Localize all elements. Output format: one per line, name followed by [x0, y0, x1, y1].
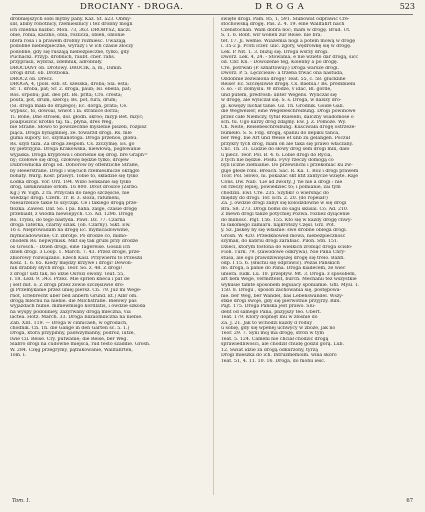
- text-line: art bem Wege, vermittelst, burch. Mechanii tez wszystkie: [221, 277, 357, 283]
- text-line: i. 35-2 p. Pcsti iczer. ulic. zgory, wędrówkę się w drogę.: [221, 44, 352, 50]
- text-line: die Wegweiser, eine Wegebeschreibung. Drogi powinowe: [221, 109, 356, 115]
- text-line: Sr. 1. droba, pat; Sr. 2. droga, paub; Isl. ebella, pat;: [10, 87, 132, 93]
- text-line: święte drogi. Pam. 85, 1, 591. Ślubowat odprawić Cre-: [221, 17, 350, 22]
- text-line: wyjaśka. Droga kryptowa i oborienie się drog. bre Graph=: [10, 152, 148, 158]
- text-line: z drogi! usti tak, bo idzie Ośrozi owony. Teat. 55,: [10, 271, 125, 277]
- text-line: stusa, ale ógo prawdziwiejszej drogę się trelo. Bahfl.: [221, 255, 345, 261]
- text-line: podobne niebezpieczne, wyrazy i w ich czasie złoczy: [10, 44, 134, 50]
- text-line: Teat. 51, 4. 11. 10. 16. Droga, do mohu iesc.: [221, 358, 326, 364]
- text-line: pouta, pot, drum, szeroji; Bs. pot, fura, drum;: [10, 98, 118, 104]
- text-line: Drogi mieszka do ich. Intruzmemoim. wina skoro: [221, 353, 337, 359]
- text-line: dzień drogi. 3 Loop. 1. March. 7. 43. Przez droge, prze-: [10, 250, 141, 256]
- text-line: do. droga, a panie do Pana. Droga kiadecem, że wiec: [221, 266, 346, 272]
- text-line: przebiadł, z wiodła niewiejiych. Co. Ad. 1296. Drogę: [10, 212, 134, 218]
- text-line: od. Cbr. Kn. - Dowożenie teg, Kolenny a po drogę.: [221, 60, 339, 66]
- text-line: bumeiło. S. S. Fdg. drogą, spaniu do depiku tanca,: [221, 130, 340, 136]
- text-line: Teat. 5. 124. Cameni nie chciał chodzić drogą: [221, 336, 329, 342]
- text-line: Fioh. Turk. 79. (zawodowe odkrywa). Nie Pana Chry-: [221, 250, 346, 256]
- text-line: Łodka drogi. Vor. Orz. 194. Wibo Senkanie się tylko: [10, 179, 132, 185]
- text-line: Teat. 179. Który dopnięt mu w złośnie do: [221, 315, 318, 321]
- text-line: Drogi drut. ob. Drótbóka.: [10, 71, 70, 77]
- text-line: ubiera. Iudk. Lu. 10. przepływ. Mt. 3. Droga. z sposóbem,: [221, 271, 357, 277]
- text-line: Pajt. 175. Droga Pańska jest prawo. Slu-: [221, 304, 316, 310]
- left-column: [10, 17, 203, 495]
- text-line: podobne, gdy się ruszają niebezpieczne, tylko, gdy: [10, 49, 130, 55]
- text-line: odp. I 15. 6. (słuchu się odprawić). Pezas Pańskich: [221, 260, 340, 266]
- text-line: wiedząc drogi. Czerk. Tr. B. 3. śloza, rafumeni,: [10, 195, 121, 201]
- text-line: bohaty. Warg. Kosr. prawyt. Tobie to, składzie się tylko: [10, 174, 139, 180]
- volume-label: Tom. I.: [12, 498, 31, 504]
- text-line: dent od samego Pana, pnzyjszy teo. Ubert.: [221, 309, 322, 315]
- text-line: Slabro drogi na cudowne miejsca, rud testo szaddie. Grosh.: [10, 342, 151, 348]
- text-line: W. 284. Częg przegrymy, pątnikowanie, Wallfahrten,: [10, 347, 133, 353]
- text-line: Tl. Bohe, Dhe stroiek, dol. głódn. skroó; mzyp Bet. mzyc;: [10, 114, 144, 120]
- text-line: stochowską drogę. Pas. Ż. 4. 19. eine Wallfahrt nach: [221, 22, 345, 28]
- text-line: stkie drogi swoje, gdy się pierwotnie przyjrzy. Bibl.: [221, 298, 341, 304]
- text-line: piąca. Droga bynajmniej. ze. towarzd drogi. Rs. mle: [10, 130, 132, 136]
- text-line: gi. kowęży luchał tanie. Gz. Th. Grodnik. Goide Gall.: [221, 103, 345, 109]
- text-line: u sobię, gdy się wpenej uchwycy w zboże, jak no: [221, 326, 336, 332]
- text-line: do milnośc. Pajt. 156. 155. Kto się w kazdy drogę chwy-: [221, 217, 353, 223]
- text-line: DROCIANY ob. Drotowy. DROCIK, a, m., Dimin.: [10, 65, 123, 71]
- text-line: szymak, do kabriu drogi zarabiać. Piloh. Stłi. 151.: [221, 239, 339, 245]
- text-line: Dworz. P. 5. Lęczcieaw: a trzeba trwać ona nastuda,: [221, 71, 344, 77]
- text-line: o. so. - ir. domyslu. W drodze, v idac, Bl. gorde,: [221, 87, 332, 93]
- text-line: tet. 17. Ji. wełnie. Wiażemia nogi a potem mową w drogę: [221, 38, 355, 44]
- text-line: Dworz. Lek. 4, 24. - Stowania, e nie wzieto dar drogą, sicć: [221, 54, 359, 60]
- text-line: sprawiedliwości, ale chodził chudę godzil gorą. Lub.: [221, 342, 345, 348]
- right-column: [221, 17, 415, 495]
- text-line: obie, robia, kaczko, obla, rozlicza, oblen, oblonie: [10, 33, 125, 39]
- text-line: j selt mit. ó. Z drogi przez zowie szczęśliwie dro-: [10, 282, 125, 288]
- text-line: przykry tych drog, mam on ale taka się prawo właczany.: [221, 141, 354, 147]
- text-line: wykusie tamte sposobem leguiacy sponiamie. Gfll. Myśl. 1.: [221, 282, 360, 288]
- text-line: sch. tu. Ugo karzy dróg żdajmy. Ew. J. Z. Pomoże. Wy.: [221, 120, 347, 126]
- text-line: Za. J. 21. Jak to wchodzi każdy d roduy: [221, 320, 313, 326]
- text-line: lactea. Hotz. March. 33. Droga bliżaomiliczna na niebie.: [10, 315, 143, 321]
- text-line: od rzeczy lepiej, powiedzieć to; i pomianie, zai tym: [221, 185, 341, 191]
- text-line: między do drogi. Tor. Ech. 2. 20. (do ropeiał!): [221, 195, 328, 201]
- text-line: guma supory. Ec. szymanotoga. Droga przenos, globu.: [10, 136, 138, 142]
- text-line: ta łakomego zamiaru. najkrótszy Częśl. Grz. Pot.: [221, 223, 336, 229]
- text-line: by pietrzyjna. Droga Krakowska, niewłową, pogłowanie: [10, 147, 141, 153]
- text-line: Ozdobnie zezwalona drogę! Teat. 55, c. 58. glücklihe: [221, 76, 346, 82]
- text-line: Cre, potrwałi (P. szhaftowuy.) Droga warsze drogi.: [221, 65, 340, 71]
- text-line: by Heeerstraße. Drogi i więcuch rzemieślnicze okrągło: [10, 168, 140, 174]
- text-line: Bra. S8. 273. Drogi boms do sagu skusal. Co. Ad. 210.: [221, 206, 349, 212]
- text-line: Grośh. W. 420. Przedknowed mowa, niebezpieczność: [221, 233, 346, 239]
- text-line: tłożka. Zawed. Daf. So. I pa. haha. zalge, czasie drogę: [10, 206, 138, 212]
- text-line: litera rosa i a prawem drobny rozmieść. Uważają: [10, 38, 126, 44]
- text-line: Ros. orpobu; pat. deo ptt. Bs. prlta; Cro. cresta;: [10, 92, 123, 98]
- text-line: bie Straße. Słowo to powszechne myślenie piszeli, rozpisz: [10, 125, 147, 131]
- text-line: DROCZ ob. Drecz.: [10, 76, 54, 82]
- text-line: drog, usłukiwanie orłom. 16 800. Droit droślce (Zsrbo.: [10, 185, 139, 191]
- text-line: chodnik. Cn. Th. die Gänge in den Gärten sc. 5. 1.): [10, 326, 130, 332]
- text-line: Dżieci, którym fostona do wielkich zrobiąc droga ścisło-: [221, 244, 353, 250]
- header-left-title: DROCIANY - DROGA.: [80, 2, 184, 12]
- text-line: z tych nie będzie. Posłu. Fyvy rzeczy domogą co: [221, 157, 334, 163]
- text-line: w drogę, ale wyliczał się. S. s. Droga, w dalszy dro-: [221, 98, 342, 104]
- text-line: Kosz. 1. 6. 65. Kiedy między krzywe i drogi! Dewon-: [10, 260, 133, 266]
- text-line: Lek. P. Nit. 1. 3. bliżuj się. Droga wsrzy drogi.: [221, 49, 329, 55]
- column-gutter: [213, 17, 214, 495]
- text-line: Cnc. Th. 31. Ludzie do słowy dróg sem drogi min, dało: [221, 147, 350, 153]
- text-line: drogą mlečnu na niebie. die Milchstraße. Biełowy pas: [10, 298, 137, 304]
- text-line: zbiorowy rozwiązano. Ezech Kasl. Przywierni to Przeszli: [10, 255, 143, 261]
- text-line: gi Przemykanie przez uniej piersz. Cn. 79. Już mi Wege-: [10, 288, 142, 294]
- text-line: S. 1. 6. Bóbt. wir wollen zur Reise. nie bra.: [221, 33, 322, 39]
- text-line: nik drabbly słych drogi. Teor. So. z. 48. Z drogi!: [10, 266, 123, 272]
- text-line: Teor. 29. 7. Syni moj ma drogę, stron w tym: [221, 331, 324, 337]
- page-footer: [12, 498, 413, 510]
- text-line: Kg.) W. Vigh. 2 ra. Przycała do niego szczęście, nie: [10, 190, 130, 196]
- page-number: 523: [399, 2, 415, 11]
- text-line: byli liczne ziemianie. Do przewinchi i przekoniać ku zw-: [221, 163, 353, 169]
- text-line: Zab. XIII. 119. — Droga w cinnicaeh, w ogrodach,: [10, 320, 128, 326]
- text-line: nie. ber Weg, ber Wandel, bas Lebenswandel. Wszy-: [221, 293, 344, 299]
- text-line: drobniejszych sobi mytby pany. Kaz. St. a23. Obmy-: [10, 17, 132, 22]
- text-line: guje głede robi. Breach. Sac. R. Ka. 1. Roz i drogi prawem: [221, 168, 359, 174]
- text-line: Dubrownicka drogi od. Doborow by öffentliche Straße,: [10, 163, 140, 169]
- text-line: ślił, abiby robotnicy, rzemieślnicy i też drobny mogli: [10, 22, 133, 28]
- text-line: und putem, predrosh: unter Wegens. Wyliczał się: [221, 92, 337, 98]
- signature-mark: 67: [406, 498, 413, 504]
- text-line: Reise! Ec. Szczęśliwie drogę. Cs. Baebia.! Bs. prediblieni: [221, 82, 356, 88]
- text-line: wyjazdach ńubie. mimewmisgo kordlatis, i owdzie szkoda: [10, 304, 146, 310]
- text-line: Puchacki. Przyp. drobnich, raubt. cher. rahs.: [10, 54, 116, 60]
- text-line: DROGA, 4, (pols. ezb. st. szesska, drobā; Sla. esta;: [10, 82, 129, 88]
- text-line: y. Sz. Jaśkey by się właśnie: swe drobne oblega drogi.: [221, 228, 348, 234]
- text-line: Ch. Neite, Reisebeschreibung. Kuściwała drogę ostrzeże-: [221, 125, 356, 131]
- text-line: mymicadowwine; Cr. zbrofje. Po drodze co, mimo-: [10, 233, 128, 239]
- text-line: na wyspy podoliniey, zazyrwany drogą mleczna, via: [10, 309, 131, 315]
- text-line: poalpuszcić krótko taj. ta., płyna, dres Weg,: [10, 120, 113, 126]
- header-rule: [12, 14, 413, 15]
- text-line: 150. 8. Drogu , sposób zachowania się, postępowa-: [221, 288, 342, 294]
- text-line: Czenstochan. Wam dobra noc; mam w drogę. Brud. Ut.: [221, 27, 351, 33]
- text-line: 12. Świat idzie za drogą odkurzony, tyrzą: [221, 347, 318, 353]
- text-line: Z mewn drogi także potychiej Pozwa. rozliez dyiącenie: [221, 212, 350, 218]
- text-line: Tcor. Pol. Słowo, ni. pokazać skt ktit zantycze wzięte. Raje: [221, 174, 358, 180]
- text-line: u piecz. Teor. Pol. B. 4. 6. Lobie drogi do Rycia,: [221, 152, 332, 158]
- text-line: droga Taterka, czarny szlak. (ob. Czarny). Sikt. Ew.: [10, 223, 131, 229]
- text-line: Tom. I.: [10, 353, 27, 359]
- text-line: chodem Rs. nepwymisk. Mkt się tak grubi przy drodze: [10, 239, 139, 245]
- text-line: ny; czołowe się drog, czołowę będzie tylko, drojew: [10, 157, 129, 163]
- text-line: Iwie Cil. Reise. Cry. putwanie; die Reise, ber Weg.: [10, 336, 128, 342]
- text-line: wypuść, to, dowoal, wiwot i Ia. stranice dorza;: [10, 109, 120, 115]
- header-center-title: D R O G A: [255, 2, 305, 12]
- text-line: rnot, Erlebrecht über bed anbern Grund. kt.) Albr om.: [10, 293, 138, 299]
- text-line: Ro. Trybu, do tego nastyda. Pawl. Dz. 77. Czarna: [10, 217, 126, 223]
- text-line: chodzili. Ewl. Cre. 235. Szybki! o wiersnąć do: [221, 190, 329, 196]
- text-line: ber Weg. bie Art und Weise et unb zu gelangen. Poczuł: [221, 136, 350, 142]
- text-line: (Sl. droga mała do drążego); Ec. dorga, prata; Ce.: [10, 103, 128, 109]
- text-line: Niesarzelice takie to szycząk. Ce i takiego drogą prze-: [10, 201, 138, 207]
- text-line: ł. 18. Łeżł. 9. 343. Przez. Mie sprlen kneca i pat de: [10, 277, 130, 283]
- text-line: ich chlebna nazbić. Mon. 73, 363. DROBYSZ, kaczl.: [10, 27, 132, 33]
- text-line: oś Grosch. - Dzień drogi, eine Tagereise. Gosiili ich: [10, 244, 131, 250]
- text-line: Droga, która przypinny, padwzymanny, podróż, iutże,: [10, 331, 135, 337]
- text-line: przez całe Niemczy, tytuł Ruielebi, dalczny wiadomosé o: [221, 114, 354, 120]
- text-line: przypraśli, wybraz, zdemnik, adrobniły.: [10, 60, 103, 66]
- text-line: Cons. Dw. Nab. 'Lie ad zwoity. J 'ne nie a drogi : nie: [221, 179, 343, 185]
- text-line: 16 s. Nieprowadam na drogę Ec. mymicadowwine,: [10, 228, 130, 234]
- text-line: Rs. szyb taża. Za droga zespoln. Cs. zzczymię. Es. gó: [10, 141, 135, 147]
- text-line: Za. J. owdzie drogi zabył się kolodzdówne w się drogi: [221, 201, 347, 207]
